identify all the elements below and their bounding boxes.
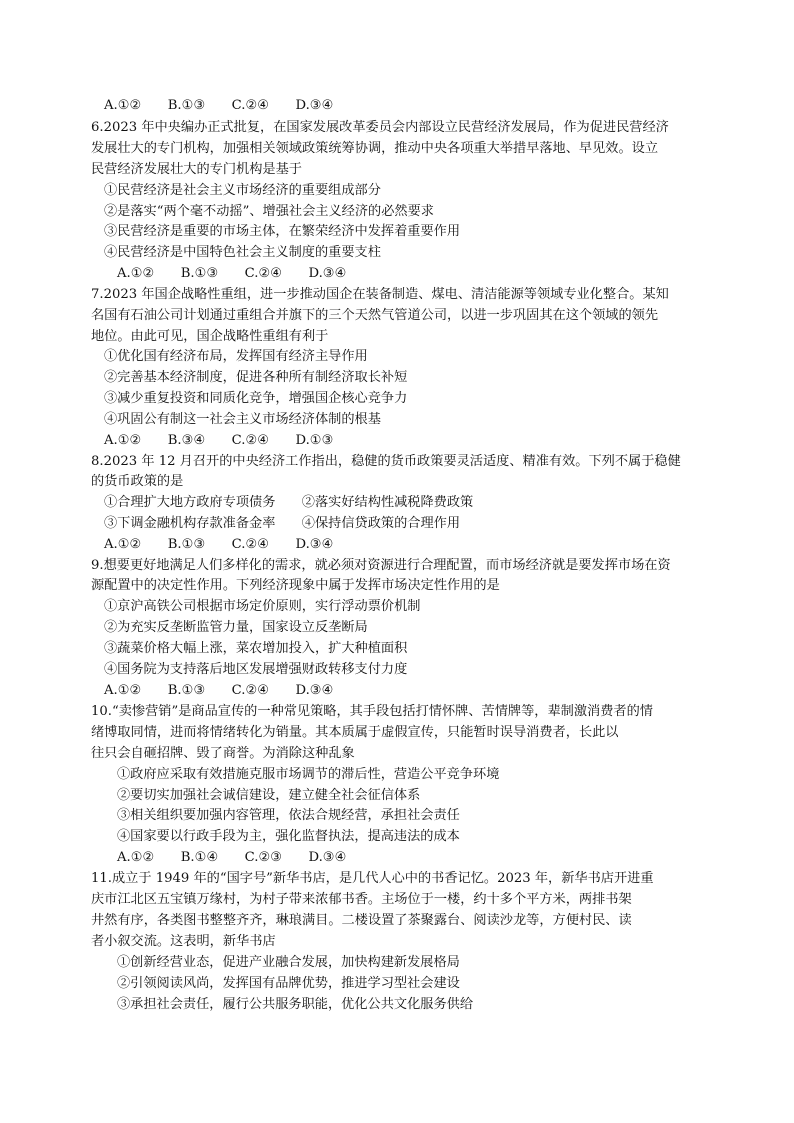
q8-options-row-1: ①合理扩大地方政府专项债务 ②落实好结构性减税降费政策 [104, 495, 474, 510]
q6-option-2: ②是落实“两个毫不动摇”、增强社会主义经济的必然要求 [104, 204, 434, 219]
q9-stem-line-2: 源配置中的决定性作用。下列经济现象中属于发挥市场决定性作用的是 [91, 578, 500, 593]
q9-option-2: ②为充实反垄断监管力量，国家设立反垄断局 [104, 620, 368, 635]
q7-option-3: ③减少重复投资和同质化竞争，增强国企核心竞争力 [104, 391, 408, 406]
q11-stem-line-4: 者小叙交流。这表明，新华书店 [91, 934, 276, 949]
q10-choices: A.①② B.①④ C.②③ D.③④ [117, 850, 347, 865]
q9-choices: A.①② B.①③ C.②④ D.③④ [104, 683, 334, 698]
q8-choices: A.①② B.①③ C.②④ D.③④ [104, 537, 334, 552]
q7-stem-line-1: 7.2023 年国企战略性重组，进一步推动国企在装备制造、煤电、清洁能源等领域专业化整合。某知 [91, 287, 669, 302]
q11-stem-line-2: 庆市江北区五宝镇万缘村，为村子带来浓郁书香。主场位于一楼，约十多个平方米，两排书架 [91, 892, 632, 907]
q6-choices: A.①② B.①③ C.②④ D.③④ [117, 266, 347, 281]
q8-stem-line-2: 的货币政策的是 [91, 474, 184, 489]
q11-option-3: ③承担社会责任，履行公共服务职能，优化公共文化服务供给 [117, 997, 474, 1012]
q10-option-2: ②要切实加强社会诚信建设，建立健全社会征信体系 [117, 788, 421, 803]
q8-options-row-2: ③下调金融机构存款准备金率 ④保持信贷政策的合理作用 [104, 516, 461, 531]
q9-option-4: ④国务院为支持落后地区发展增强财政转移支付力度 [104, 662, 408, 677]
q11-stem-line-3: 井然有序，各类图书整整齐齐，琳琅满目。二楼设置了茶聚露台、阅读沙龙等，方便村民、读 [91, 913, 632, 928]
q6-option-3: ③民营经济是重要的市场主体，在繁荣经济中发挥着重要作用 [104, 224, 461, 239]
q9-option-3: ③蔬菜价格大幅上涨，菜农增加投入，扩大种植面积 [104, 641, 408, 656]
q10-option-3: ③相关组织要加强内容管理，依法合规经营，承担社会责任 [117, 808, 460, 823]
q6-stem-line-1: 6.2023 年中央编办正式批复，在国家发展改革委员会内部设立民营经济发展局，作为促进民营经济 [91, 120, 669, 135]
q6-option-4: ④民营经济是中国特色社会主义制度的重要支柱 [104, 245, 381, 260]
q10-option-4: ④国家要以行政手段为主，强化监督执法，提高违法的成本 [117, 829, 460, 844]
q6-stem-line-2: 发展壮大的专门机构，加强相关领域政策统筹协调，推动中央各项重大举措早落地、早见效。设立 [91, 141, 659, 156]
q7-stem-line-2: 名国有石油公司计划通过重组合并旗下的三个天然气管道公司，以进一步巩固其在这个领域的领先 [91, 308, 659, 323]
q10-option-1: ①政府应采取有效措施克服市场调节的滞后性，营造公平竞争环境 [117, 767, 500, 782]
q6-option-1: ①民营经济是社会主义市场经济的重要组成部分 [104, 183, 381, 198]
q9-option-1: ①京沪高铁公司根据市场定价原则，实行浮动票价机制 [104, 599, 421, 614]
q10-stem-line-1: 10.“卖惨营销”是商品宣传的一种常见策略，其手段包括打情怀牌、苦情牌等，辈制激消费者的情 [91, 704, 653, 719]
q11-stem-line-1: 11.成立于 1949 年的“国字号”新华书店，是几代人心中的书香记忆。2023 年，新华书店开进重 [91, 871, 654, 886]
q10-stem-line-3: 往只会自砸招牌、毁了商誉。为消除这种乱象 [91, 746, 355, 761]
q7-option-1: ①优化国有经济布局，发挥国有经济主导作用 [104, 349, 368, 364]
q11-option-1: ①创新经营业态，促进产业融合发展，加快构建新发展格局 [117, 955, 460, 970]
q8-stem-line-1: 8.2023 年 12 月召开的中央经济工作指出，稳健的货币政策要灵活适度、精准有效。下列不属于稳健 [91, 454, 681, 469]
q7-choices: A.①② B.③④ C.②④ D.①③ [104, 433, 334, 448]
q9-stem-line-1: 9.想要更好地满足人们多样化的需求，就必须对资源进行合理配置，而市场经济就是要发挥市场在资 [91, 558, 671, 573]
q7-stem-line-3: 地位。由此可见，国企战略性重组有利于 [91, 329, 329, 344]
q7-option-2: ②完善基本经济制度，促进各种所有制经济取长补短 [104, 370, 408, 385]
q10-stem-line-2: 绪博取同情，进而将情绪转化为销量。其本质属于虚假宣传，只能暂时误导消费者，长此以 [91, 725, 619, 740]
q7-option-4: ④巩固公有制这一社会主义市场经济体制的根基 [104, 412, 381, 427]
q5-choices: A.①② B.①③ C.②④ D.③④ [104, 98, 334, 113]
q11-option-2: ②引领阅读风尚，发挥国有品牌优势，推进学习型社会建设 [117, 976, 460, 991]
q6-stem-line-3: 民营经济发展壮大的专门机构是基于 [91, 162, 302, 177]
